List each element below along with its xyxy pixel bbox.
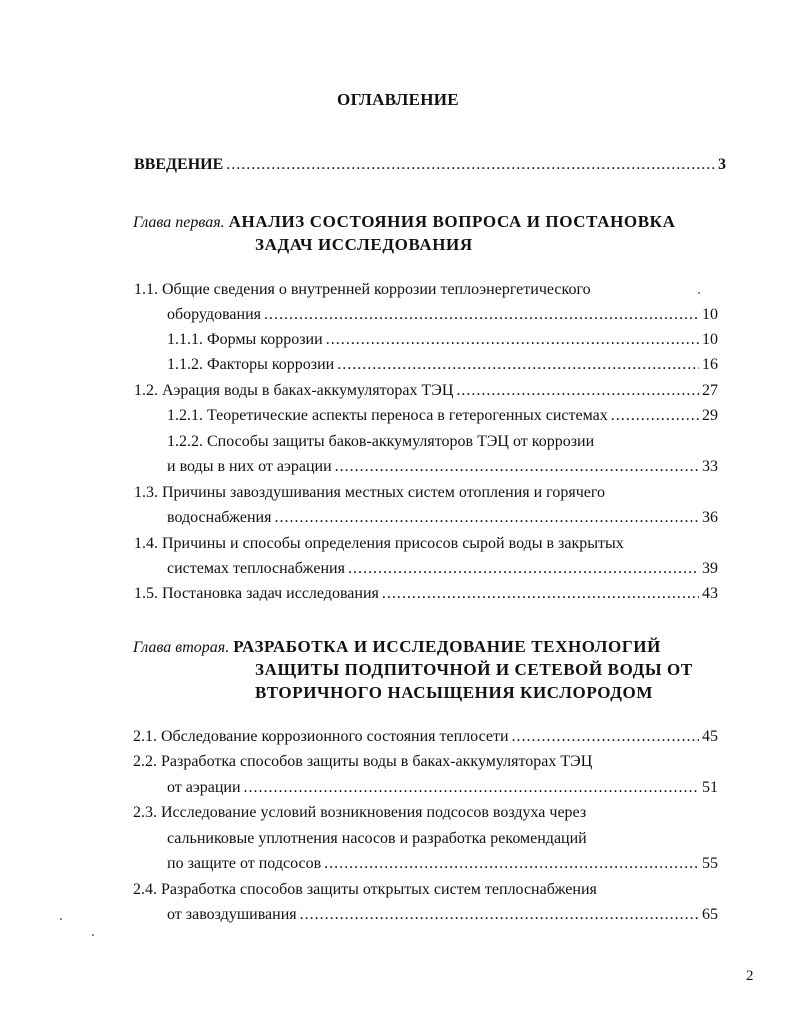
toc-entry [133,725,718,749]
leader-dots [335,455,699,479]
chapter-one-heading [133,211,733,257]
entry-text: по защите от подсосов [167,855,322,872]
entry-page: 29 [702,407,718,424]
entry-page: 36 [702,509,718,526]
toc-entry [133,878,693,902]
leader-dots [337,353,699,377]
leader-dots [456,379,699,403]
entry-text: 2.3. Исследование условий возникновения подсосов воздуха через [133,804,587,821]
chapter-two-label: Глава вторая. [133,639,230,656]
entry-text: сальниковые уплотнения насосов и разработка рекомендаций [167,830,587,847]
toc-entry-introduction [134,156,726,174]
chapter-one-title-line1: АНАЛИЗ СОСТОЯНИЯ ВОПРОСА И ПОСТАНОВКА [228,212,676,231]
toc-entry [167,506,718,530]
entry-page: 16 [702,356,718,373]
entry-text: 2.2. Разработка способов защиты воды в баках-аккумуляторах ТЭЦ [133,753,593,770]
entry-text: 1.5. Постановка задач исследования [134,585,379,602]
entry-page: 45 [702,728,718,745]
toc-entry [167,328,718,352]
entry-text: 1.1. Общие сведения о внутренней коррозии теплоэнергетического [134,281,591,298]
toc-entry [167,303,718,327]
entry-page: 55 [702,855,718,872]
chapter-one-label: Глава первая. [133,214,225,231]
entry-text: от аэрации [167,779,241,796]
leader-dots [324,852,699,876]
entry-page: 51 [702,779,718,796]
chapter-two-title-line1: РАЗРАБОТКА И ИССЛЕДОВАНИЕ ТЕХНОЛОГИЙ [233,637,661,656]
entry-text: 1.2.2. Способы защиты баков-аккумуляторов ТЭЦ от коррозии [167,433,595,450]
entry-text: системах теплоснабжения [167,560,345,577]
entry-text: 1.1.1. Формы коррозии [167,331,323,348]
leader-dots [326,328,699,352]
entry-text: 1.1.2. Факторы коррозии [167,356,335,373]
page-number: 2 [746,968,754,984]
intro-page: 3 [718,156,726,173]
entry-text: 1.2.1. Теоретические аспекты переноса в гетерогенных системах [167,407,608,424]
entry-text: 1.3. Причины завоздушивания местных систем отопления и горячего [134,484,606,501]
entry-text: 1.2. Аэрация воды в баках-аккумуляторах ТЭЦ [134,382,454,399]
toc-entry [133,750,693,774]
entry-text: 2.1. Обследование коррозионного состояния теплосети [133,728,509,745]
leader-dots [382,582,699,606]
entry-page: 10 [702,331,718,348]
entry-text: 2.4. Разработка способов защиты открытых систем теплоснабжения [133,881,597,898]
entry-page: 27 [702,382,718,399]
toc-entry [167,430,687,454]
toc-entry [134,379,718,403]
toc-entry [133,801,673,825]
chapter-two-heading [133,636,733,705]
entry-page: 33 [702,458,718,475]
scan-speck [698,292,700,294]
toc-entry [167,557,718,581]
chapter-two-title-line3: ВТОРИЧНОГО НАСЫЩЕНИЯ КИСЛОРОДОМ [255,683,653,702]
entry-text: и воды в них от аэрации [167,458,332,475]
toc-entry [134,532,694,556]
entry-page: 43 [702,585,718,602]
intro-label: ВВЕДЕНИЕ [134,156,224,173]
toc-entry [167,455,718,479]
toc-entry [167,353,718,377]
toc-entry [167,776,718,800]
toc-entry [167,903,718,927]
entry-page: 10 [702,306,718,323]
toc-title: ОГЛАВЛЕНИЕ [337,90,459,109]
scan-speck [60,918,62,920]
chapter-two-title-line2: ЗАЩИТЫ ПОДПИТОЧНОЙ И СЕТЕВОЙ ВОДЫ ОТ [255,660,693,679]
entry-text: водоснабжения [167,509,272,526]
leader-dots [348,557,699,581]
toc-entry [134,278,654,302]
leader-dots [264,303,699,327]
entry-text: оборудования [167,306,261,323]
toc-entry [167,404,718,428]
entry-text: от завоздушивания [167,906,297,923]
entry-text: 1.4. Причины и способы определения присосов сырой воды в закрытых [134,535,624,552]
entry-page: 39 [702,560,718,577]
leader-dots [226,156,715,174]
leader-dots [274,506,699,530]
toc-entry [167,827,687,851]
toc-entry [167,852,718,876]
leader-dots [512,725,699,749]
toc-entry [134,481,694,505]
toc-entry [134,582,718,606]
scan-speck [92,934,94,936]
entry-page: 65 [702,906,718,923]
chapter-one-title-line2: ЗАДАЧ ИССЛЕДОВАНИЯ [255,235,473,254]
leader-dots [611,404,699,428]
leader-dots [244,776,699,800]
leader-dots [300,903,699,927]
